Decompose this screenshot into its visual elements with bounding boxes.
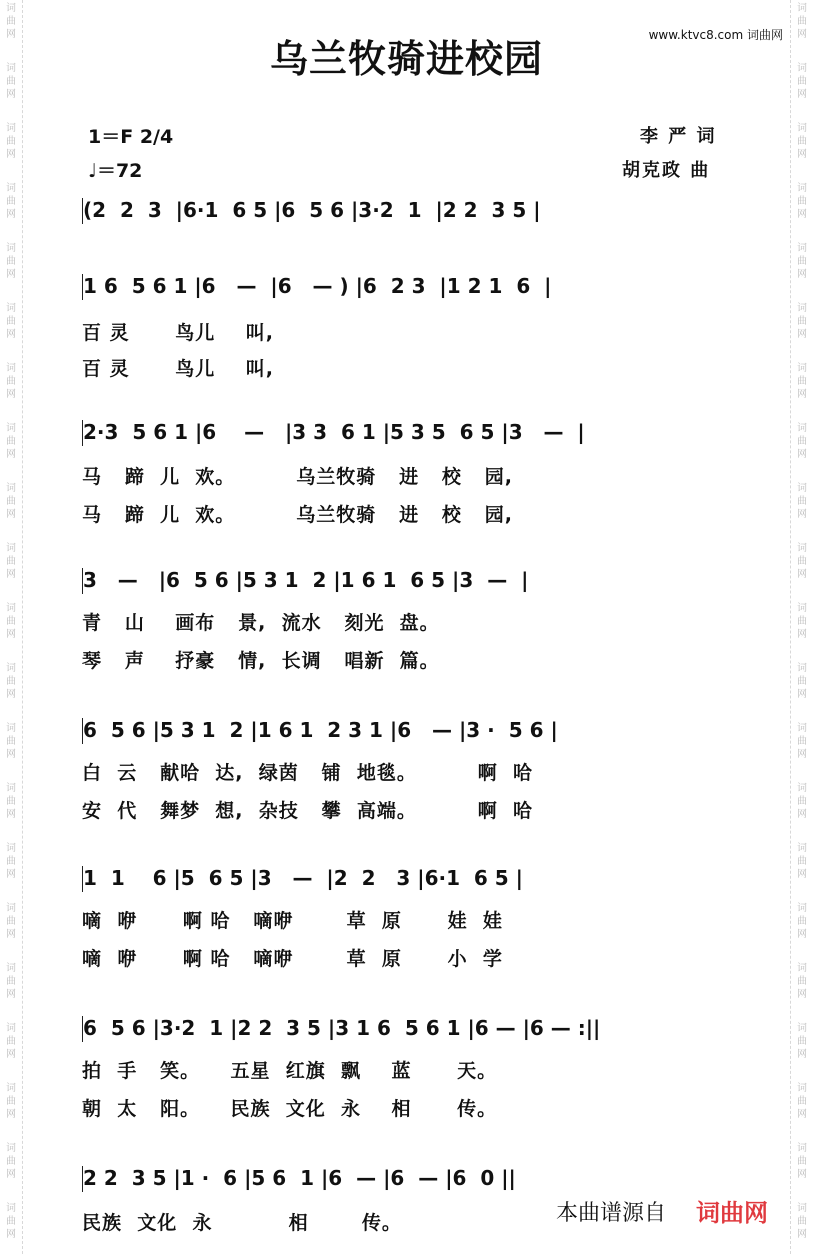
watermark-mark: 词曲网 (797, 183, 807, 220)
watermark-mark: 词曲网 (6, 63, 16, 100)
watermark-mark: 词曲网 (6, 3, 16, 40)
watermark-mark: 词曲网 (797, 1023, 807, 1060)
score-row (82, 198, 743, 224)
key-signature: 1＝F 2/4 (88, 126, 174, 148)
watermark-mark: 词曲网 (6, 543, 16, 580)
watermark-mark: 词曲网 (797, 603, 807, 640)
watermark-mark: 词曲网 (6, 723, 16, 760)
right-watermark-strip (790, 0, 813, 1254)
watermark-mark: 词曲网 (6, 1083, 16, 1120)
lyric-line: 马 蹄 儿 欢。 乌兰牧骑 进 校 园, (82, 504, 513, 526)
watermark-mark: 词曲网 (6, 1023, 16, 1060)
lyric-line: 百 灵 鸟儿 叫, (82, 358, 274, 380)
score-row (82, 718, 743, 744)
site-url[interactable]: www.ktvc8.com 词曲网 (648, 28, 783, 42)
watermark-mark: 词曲网 (6, 843, 16, 880)
lyric-line: 白 云 献哈 达, 绿茵 铺 地毯。 啊 哈 (82, 762, 533, 784)
watermark-mark: 词曲网 (797, 723, 807, 760)
watermark-mark: 词曲网 (6, 243, 16, 280)
watermark-mark: 词曲网 (6, 123, 16, 160)
watermark-mark: 词曲网 (6, 303, 16, 340)
score-row (82, 1016, 743, 1042)
lyricist-credit: 李 严 词 (640, 126, 717, 147)
notation-line: 2·3 5 6 1 |6 — |3 3 6 1 |5 3 5 6 5 |3 — | (83, 420, 585, 444)
watermark-mark: 词曲网 (797, 1203, 807, 1240)
lyric-line: 马 蹄 儿 欢。 乌兰牧骑 进 校 园, (82, 466, 513, 488)
notation-line: 6 5 6 |3·2 1 |2 2 3 5 |3 1 6 5 6 1 |6 — |6 — :|| (83, 1016, 601, 1040)
watermark-mark: 词曲网 (797, 963, 807, 1000)
watermark-mark: 词曲网 (6, 423, 16, 460)
watermark-mark: 词曲网 (797, 1083, 807, 1120)
watermark-mark: 词曲网 (797, 243, 807, 280)
watermark-mark: 词曲网 (797, 783, 807, 820)
watermark-mark: 词曲网 (797, 63, 807, 100)
watermark-mark: 词曲网 (6, 363, 16, 400)
composer-credit: 胡克政 曲 (622, 160, 711, 181)
lyric-line: 朝 太 阳。 民族 文化 永 相 传。 (82, 1098, 498, 1120)
notation-line: 1 6 5 6 1 |6 — |6 — ) |6 2 3 |1 2 1 6 | (83, 274, 552, 298)
watermark-mark: 词曲网 (797, 1143, 807, 1180)
watermark-mark: 词曲网 (6, 1203, 16, 1240)
score-row (82, 274, 743, 300)
lyric-line: 琴 声 抒豪 情, 长调 唱新 篇。 (82, 650, 440, 672)
watermark-mark: 词曲网 (797, 303, 807, 340)
watermark-mark: 词曲网 (6, 483, 16, 520)
footer-logo[interactable]: 词曲网 (696, 1199, 768, 1227)
watermark-mark: 词曲网 (797, 843, 807, 880)
notation-line: 1 1 6 |5 6 5 |3 — |2 2 3 |6·1 6 5 | (83, 866, 523, 890)
lyric-line: 拍 手 笑。 五星 红旗 飘 蓝 天。 (82, 1060, 498, 1082)
notation-line: 2 2 3 5 |1 · 6 |5 6 1 |6 — |6 — |6 0 || (83, 1166, 516, 1190)
notation-line: (2 2 3 |6·1 6 5 |6 5 6 |3·2 1 |2 2 3 5 | (83, 198, 541, 222)
watermark-mark: 词曲网 (6, 963, 16, 1000)
score-row (82, 568, 743, 594)
tempo-marking: ♩＝72 (88, 160, 143, 182)
lyric-line: 青 山 画布 景, 流水 刻光 盘。 (82, 612, 440, 634)
score-row (82, 866, 743, 892)
score-row (82, 420, 743, 446)
lyric-line: 嘀 咿 啊 哈 嘀咿 草 原 娃 娃 (82, 910, 503, 932)
lyric-line: 嘀 咿 啊 哈 嘀咿 草 原 小 学 (82, 948, 503, 970)
watermark-mark: 词曲网 (797, 363, 807, 400)
notation-line: 6 5 6 |5 3 1 2 |1 6 1 2 3 1 |6 — |3 · 5 6 | (83, 718, 558, 742)
watermark-mark: 词曲网 (6, 1143, 16, 1180)
watermark-mark: 词曲网 (6, 603, 16, 640)
watermark-mark: 词曲网 (797, 663, 807, 700)
lyric-line: 百 灵 鸟儿 叫, (82, 322, 274, 344)
left-watermark-strip (0, 0, 23, 1254)
watermark-mark: 词曲网 (797, 483, 807, 520)
watermark-mark: 词曲网 (797, 903, 807, 940)
notation-line: 3 — |6 5 6 |5 3 1 2 |1 6 1 6 5 |3 — | (83, 568, 529, 592)
watermark-mark: 词曲网 (797, 543, 807, 580)
lyric-line: 民族 文化 永 相 传。 (82, 1212, 402, 1234)
watermark-mark: 词曲网 (6, 183, 16, 220)
song-title: 乌兰牧骑进校园 (269, 36, 543, 81)
watermark-mark: 词曲网 (6, 663, 16, 700)
score-row (82, 1166, 743, 1192)
watermark-mark: 词曲网 (797, 423, 807, 460)
watermark-mark: 词曲网 (6, 783, 16, 820)
watermark-mark: 词曲网 (797, 3, 807, 40)
watermark-mark: 词曲网 (797, 123, 807, 160)
footer-source-text: 本曲谱源自 (556, 1201, 667, 1226)
lyric-line: 安 代 舞梦 想, 杂技 攀 高端。 啊 哈 (82, 800, 533, 822)
watermark-mark: 词曲网 (6, 903, 16, 940)
